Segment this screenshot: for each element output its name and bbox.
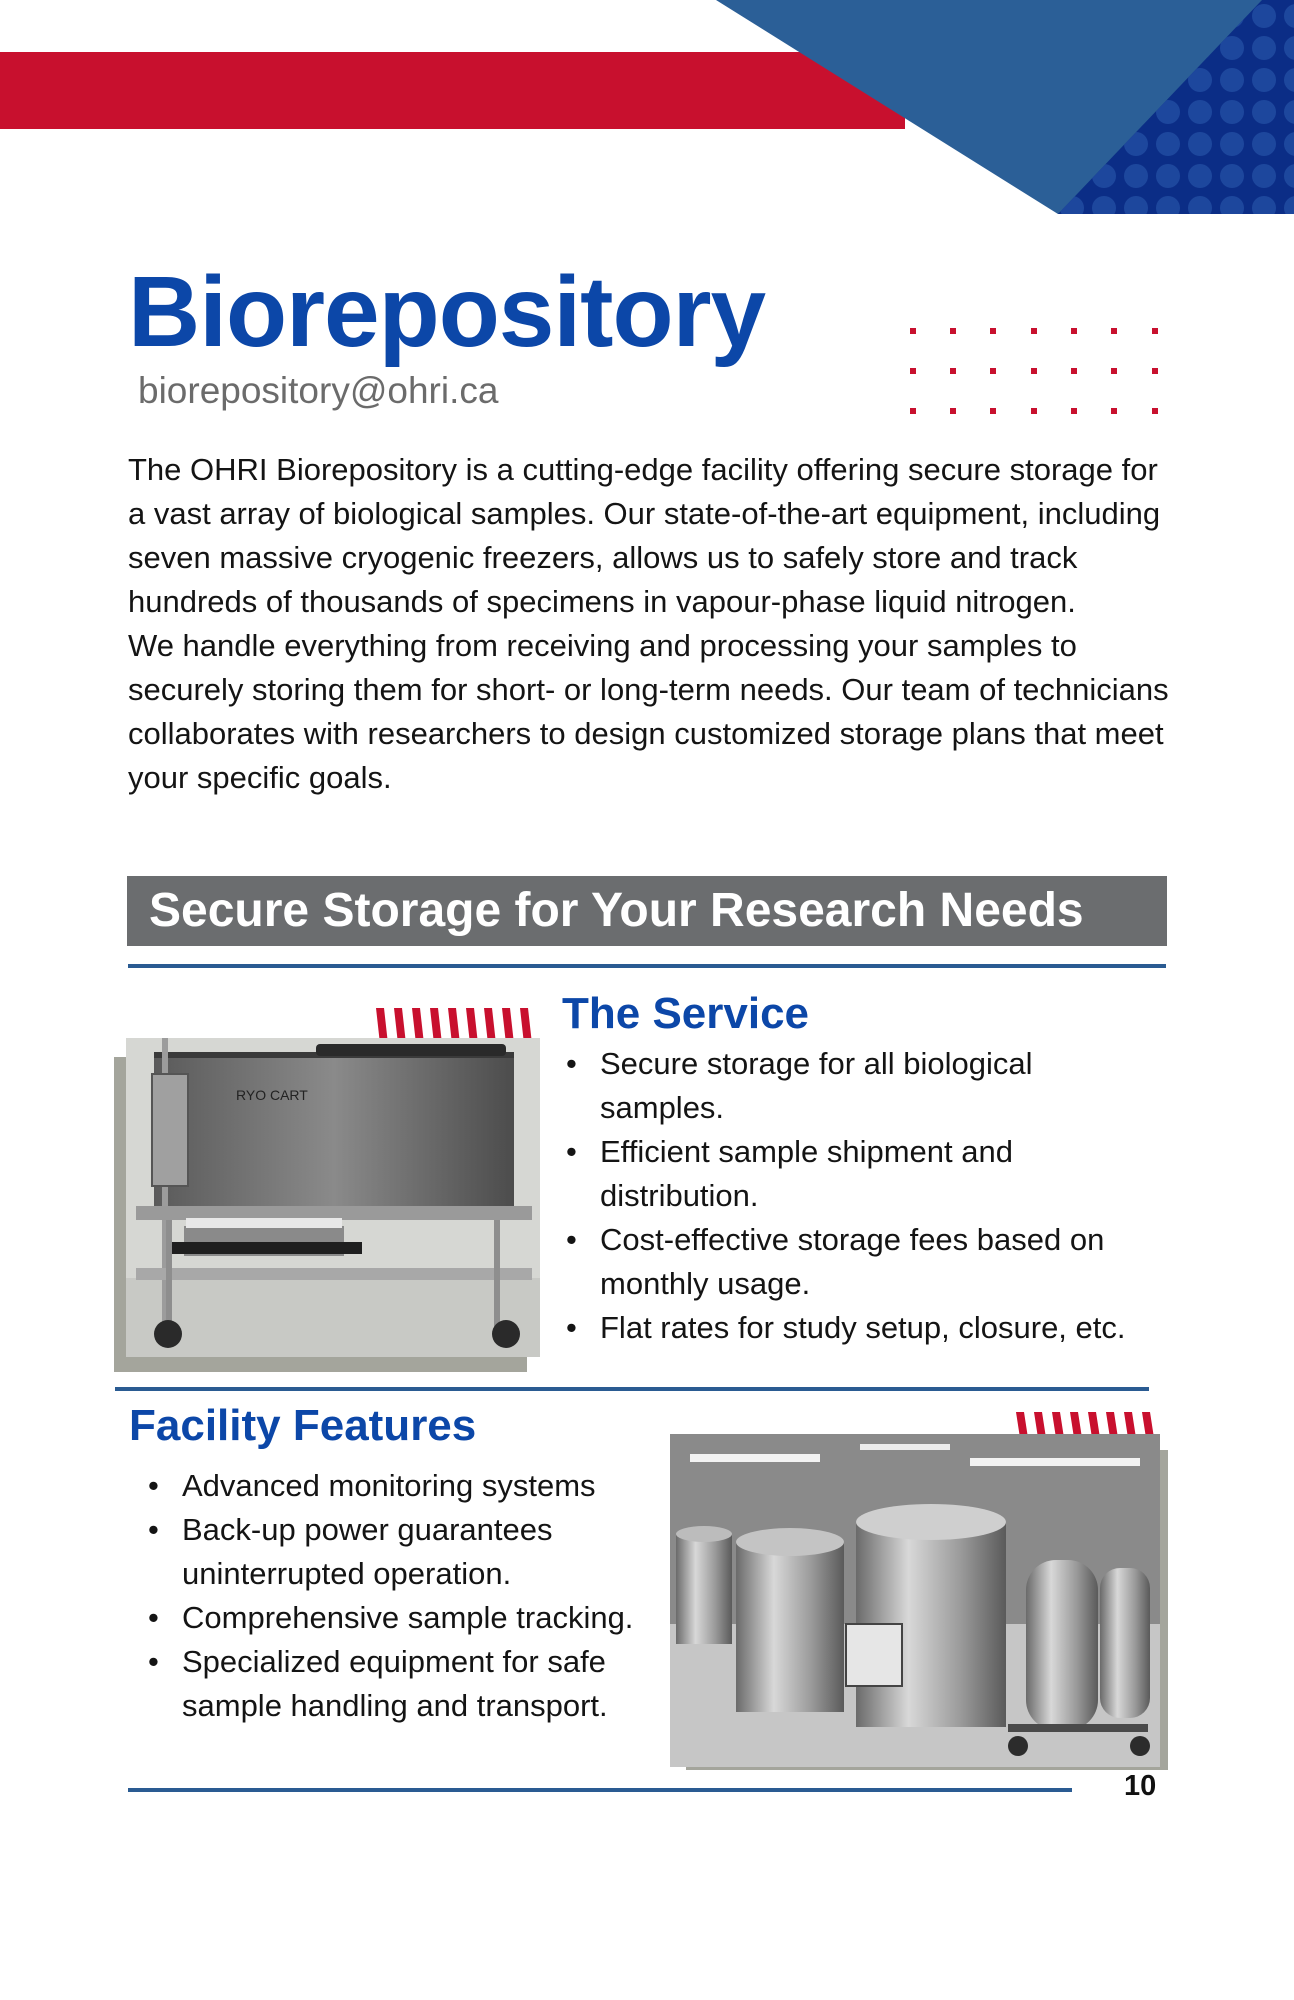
cryo-cart-photo — [126, 1038, 540, 1357]
service-item: • Secure storage for all biological samples. — [562, 1042, 1162, 1130]
divider-bottom — [128, 1788, 1072, 1792]
service-item: • Efficient sample shipment and distribution. — [562, 1130, 1162, 1218]
service-item: • Flat rates for study setup, closure, etc. — [562, 1306, 1162, 1350]
red-dot-grid-decoration — [900, 318, 1180, 424]
freezer-facility-photo — [670, 1434, 1160, 1767]
features-heading: Facility Features — [129, 1401, 477, 1450]
freezer-facility-illustration — [670, 1434, 1160, 1767]
cart-label-text: RYO CART — [236, 1087, 308, 1103]
features-list — [144, 1464, 684, 1728]
cryo-cart-illustration — [126, 1038, 540, 1357]
feature-item: • Comprehensive sample tracking. — [144, 1596, 684, 1640]
feature-item: • Advanced monitoring systems — [144, 1464, 684, 1508]
divider-middle — [115, 1387, 1149, 1391]
intro-paragraph-2: We handle everything from receiving and processing your samples to securely storing them for short- or long-term needs. Our team of technicians collaborates with researchers to design customized storage plans that meet your specific goals. — [128, 628, 1169, 795]
contact-email[interactable]: biorepository@ohri.ca — [138, 370, 499, 411]
page-number: 10 — [1124, 1770, 1157, 1802]
feature-item: • Specialized equipment for safe sample handling and transport. — [144, 1640, 684, 1728]
feature-item: • Back-up power guarantees uninterrupted operation. — [144, 1508, 684, 1596]
service-heading: The Service — [562, 989, 810, 1038]
section-banner: Secure Storage for Your Research Needs — [127, 876, 1167, 946]
page-title: Biorepository — [128, 256, 766, 368]
intro-paragraph-1: The OHRI Biorepository is a cutting-edge facility offering secure storage for a vast array of biological samples. Our state-of-the-art equipment, including seven massive cryogenic freezers, allows us to safely store and track hundreds of thousands of specimens in vapour-phase liquid nitrogen. — [128, 452, 1161, 619]
service-item: • Cost-effective storage fees based on monthly usage. — [562, 1218, 1162, 1306]
red-header-band — [0, 52, 905, 129]
divider-top — [128, 964, 1166, 968]
service-list — [562, 1042, 1162, 1350]
header-decoration — [0, 0, 1294, 230]
intro-text — [128, 448, 1178, 800]
